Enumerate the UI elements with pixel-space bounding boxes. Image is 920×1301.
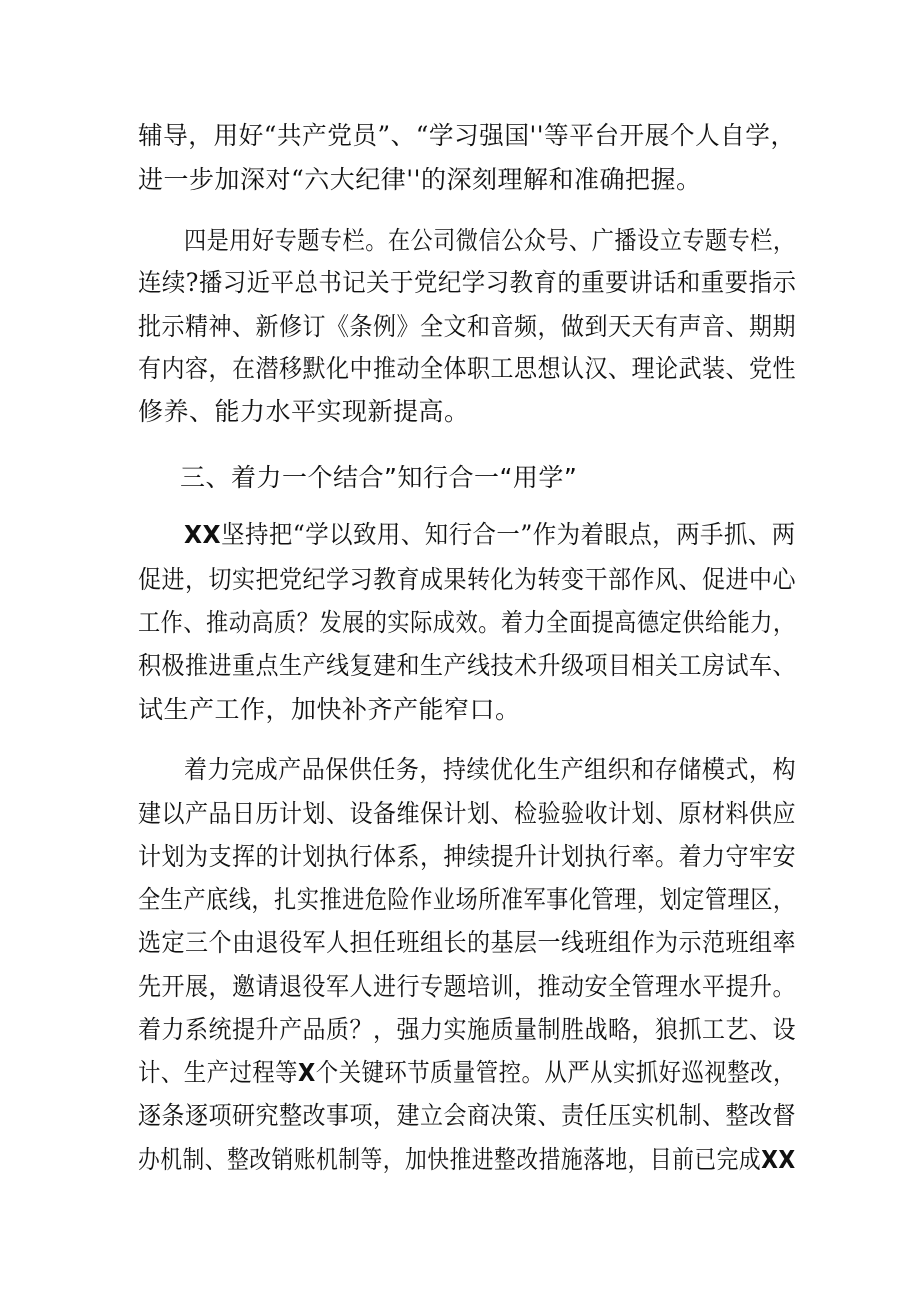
paragraph-3-lead-bold: XX: [184, 520, 222, 549]
paragraph-3-line-3: 工作、推动高质？发展的实际成效。着力全面提高德定供给能力，: [138, 608, 796, 637]
paragraph-2-line-3: 批示精神、新修订《条例》全文和音频，做到天天有声音、期期: [138, 312, 797, 341]
paragraph-3-line-1-rest: 坚持把“学以致用、知行合一”作为着眼点，两手抓、两: [221, 520, 796, 549]
paragraph-3-line-1: [184, 517, 796, 553]
paragraph-4-line-3: 计划为支挥的计划执行体系，抻续提升计划执行率。着力守牢安: [138, 842, 797, 871]
paragraph-3-line-5: 试生产工作，加快补齐产能窄口。: [138, 695, 521, 724]
paragraph-4-line-6: 先开展，邀请退役军人进行专题培训，推动安全管理水平提升。: [138, 972, 797, 1001]
paragraph-4-line-8-start: 计、生产过程等: [138, 1058, 299, 1087]
paragraph-2-line-1: 四是用好专题专栏。在公司微信公众号、广播设立专题专栏，: [184, 226, 796, 255]
paragraph-2-line-2: 连续?播习近平总书记关于党纪学习教育的重要讲话和重要指示: [138, 268, 797, 297]
paragraph-4-line-10-start: 办机制、整改销账机制等，加快推进整改措施落地，目前已完成: [138, 1145, 762, 1174]
paragraph-4-line-10: [138, 1142, 796, 1178]
paragraph-4-line-8-bold: X: [298, 1058, 316, 1087]
paragraph-4-line-2: 建以产品日历计划、设备维保计划、检验验收计划、原材料供应: [138, 799, 797, 828]
paragraph-4-line-10-bold: XX: [761, 1145, 796, 1174]
paragraph-1-line-1: 辅导，用好“共产党员”、“学习强国''等平台开展个人自学，: [138, 121, 796, 150]
paragraph-4-line-1: 着力完成产品保供任务，持续优化生产组织和存储模式，构: [184, 755, 797, 784]
paragraph-3-line-4: 积极推进重点生产线复建和生产线技术升级项目相关工房试车、: [138, 651, 797, 680]
paragraph-3-line-2: 促进，切实把党纪学习教育成果转化为转变干部作风、促进中心: [138, 565, 797, 594]
paragraph-4-line-8-end: 个关键环节质量管控。从严从实抓好巡视整改，: [315, 1058, 796, 1087]
paragraph-4-line-8: [138, 1055, 796, 1091]
section-heading: 三、着力一个结合”知行合一“用学”: [180, 463, 578, 492]
paragraph-4-line-5: 选定三个由退役军人担任班组长的基层一线班组作为示范班组率: [138, 928, 797, 957]
paragraph-4-line-7: 着力系统提升产品质？，强力实施质量制胜战略，狼抓工艺、设: [138, 1015, 797, 1044]
paragraph-2-line-5: 修养、能力水平实现新提高。: [138, 397, 470, 426]
paragraph-4-line-9: 逐条逐项研究整改事项，建立会商决策、责任压实机制、整改督: [138, 1101, 797, 1130]
paragraph-4-line-4: 全生产底线，扎实推进危险作业场所准军事化管理，划定管理区，: [138, 885, 796, 914]
paragraph-1-line-2: 进一步加深对“六大纪律''的深刻理解和准确把握。: [138, 165, 702, 194]
paragraph-2-line-4: 有内容，在潜移默化中推动全体职工思想认汉、理论武装、党性: [138, 354, 797, 383]
